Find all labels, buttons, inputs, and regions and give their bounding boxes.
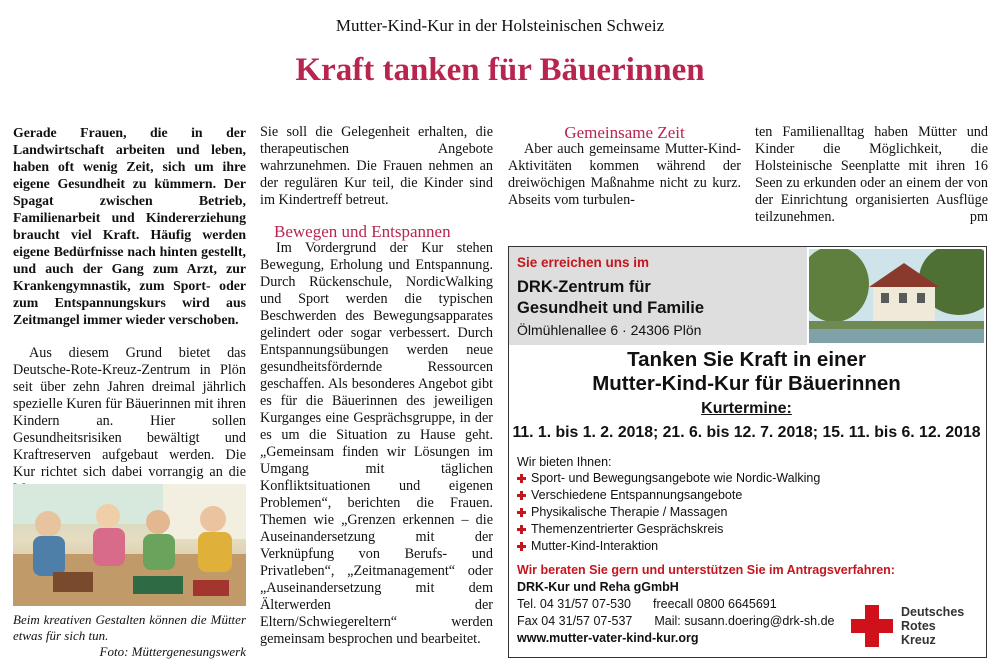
advertisement-box (508, 246, 987, 658)
subheading-gemeinsame-zeit: Gemeinsame Zeit (564, 123, 685, 142)
logo-line2: Rotes (901, 619, 936, 633)
paragraph: Aber auch gemeinsame Mutter-Kind-Aktivitäten kommen während der dreiwöchigen Maßnahme nicht zu kurz. Abseits vom turbulen- (508, 141, 741, 208)
ad-advice-text: Wir beraten Sie gern und unterstützen Sie im Antragsverfahren: (517, 563, 895, 577)
ad-title (509, 348, 984, 396)
offer-text: Themenzentrierter Gesprächskreis (531, 522, 724, 536)
ad-fax: Fax 04 31/57 07-537 (517, 614, 633, 628)
kicker: Mutter-Kind-Kur in der Holsteinischen Schweiz (335, 16, 665, 35)
ad-phone-row (517, 596, 835, 613)
red-cross-bullet-icon (517, 491, 526, 500)
ad-title-line1: Tanken Sie Kraft in einer (627, 348, 866, 371)
building-photo (809, 249, 984, 343)
logo-line1: Deutsches (901, 605, 965, 619)
column-4 (755, 124, 988, 226)
list-item (517, 521, 820, 538)
author-sign: pm (969, 209, 988, 225)
ad-phone: Tel. 04 31/57 07-530 (517, 597, 631, 611)
ad-center-name-line2: Gesundheit und Familie (517, 299, 705, 317)
offer-text: Sport- und Bewegungsangebote wie Nordic-Walking (531, 471, 821, 485)
red-cross-bullet-icon (517, 474, 526, 483)
offer-text: Verschiedene Entspannungsangebote (531, 488, 743, 502)
caption-text: Beim kreativen Gestalten können die Mütter etwas für sich tun. (13, 612, 246, 643)
subheading-bewegen: Bewegen und Entspannen (274, 222, 451, 241)
ad-address: Ölmühlenallee 6 · 24306 Plön (517, 322, 702, 338)
red-cross-bullet-icon (517, 525, 526, 534)
ad-freecall: freecall 0800 6645691 (652, 597, 777, 611)
red-cross-bullet-icon (517, 508, 526, 517)
ad-fax-row (517, 613, 835, 630)
ad-dates: 11. 1. bis 1. 2. 2018; 21. 6. bis 12. 7. 2018; 15. 11. bis 6. 12. 2018 (512, 424, 981, 441)
ad-offer-intro: Wir bieten Ihnen: (517, 455, 612, 469)
ad-reach-text: Sie erreichen uns im (517, 255, 650, 270)
paragraph: ten Familienalltag haben Mütter und Kinder die Möglichkeit, die Holsteinische Seenplatte mit ihren 16 Seen zu erkunden oder an einem der von der Einrichtung organisierten Ausflüge teilzunehmen. (755, 124, 988, 225)
drk-logo (849, 603, 981, 651)
ad-center-name (517, 277, 704, 319)
list-item (517, 538, 820, 555)
red-cross-bullet-icon (517, 542, 526, 551)
ad-building-photo (809, 249, 984, 343)
column-3 (508, 124, 741, 209)
logo-line3: Kreuz (901, 633, 936, 647)
drk-logo-text (901, 605, 964, 647)
ad-contact-block (517, 579, 835, 647)
list-item (517, 487, 820, 504)
photo-credit: Foto: Müttergenesungswerk (99, 644, 246, 659)
list-item (517, 470, 820, 487)
list-item (517, 504, 820, 521)
ad-center-name-line1: DRK-Zentrum für (517, 278, 651, 296)
ad-offer-list (517, 470, 820, 555)
photo-caption (13, 612, 246, 660)
ad-org-name: DRK-Kur und Reha gGmbH (517, 580, 679, 594)
lead-paragraph: Gerade Frauen, die in der Landwirtschaft arbeiten und leben, haben oft wenig Zeit, sich um ihre eigene Gesundheit zu kümmern. Der Spagat zwischen Betrieb, Familienarbeit und Kindererziehung braucht viel Kraft. Häufig werden eigene Bedürfnisse nach hinten gestellt, und auch der Gang zum Arzt, zur Krankengymnastik, zum Sport- oder zum Entspannungskurs wird aus Zeitmangel immer wieder verschoben. (13, 125, 246, 327)
ad-website: www.mutter-vater-kind-kur.org (517, 631, 699, 645)
ad-kurtermine-label: Kurtermine: (701, 400, 792, 417)
paragraph: Sie soll die Gelegenheit erhalten, die therapeutischen Angebote wahrzunehmen. Die Frauen nehmen an der regulären Kur teil, die Kinder sind im Kindertreff betreut. (260, 124, 493, 208)
paragraph: Aus diesem Grund bietet das Deutsche-Rote-Kreuz-Zentrum in Plön seit über zehn Jahren dreimal jährlich spezielle Kuren für Bäuerinnen mit ihren Kindern an. Hier sollen Gesundheitsrisiken bewältigt und Kraftreserven aufgebaut werden. Die Kur richtet sich dabei vorrangig an die (13, 345, 246, 480)
article-photo (13, 484, 246, 606)
column-1 (13, 124, 246, 498)
ad-mail: Mail: susann.doering@drk-sh.de (654, 614, 835, 628)
paragraph: Im Vordergrund der Kur stehen Bewegung, Erholung und Entspannung. Durch Rückenschule, NordicWalking und Sport werden die typischen Beschwerden des Bewegungsapparates gelindert oder sogar verbessert. Durch Entspannungsübungen werden neue gesundheitsfördernde Ressourcen geschaffen. Als besonderes Angebot gibt es für die Bäuerinnen des jeweiligen Kurganges eine Gesprächsgruppe, in der es um die Situation zu Hause geht. „Gemeinsam finden wir Lösungen im Umgang mit täglichen Konfliktsituationen und eigenen Problemen“, berichten die Frauen. Themen wie „Grenzen erkennen – die Auseinandersetzung mit der Verknüpfung von Berufs- und Privatleben“, „Zeitmanagement“ oder „Auseinandersetzung mit dem Älterwerden der Eltern/Schwiegereltern“ werden gemeinsam besprochen und bearbeitet. (260, 240, 493, 647)
offer-text: Mutter-Kind-Interaktion (531, 539, 659, 553)
offer-text: Physikalische Therapie / Massagen (531, 505, 728, 519)
column-2 (260, 124, 493, 648)
ad-title-line2: Mutter-Kind-Kur für Bäuerinnen (592, 372, 901, 395)
headline: Kraft tanken für Bäuerinnen (295, 52, 705, 88)
red-cross-icon (851, 605, 893, 647)
craft-group-photo (13, 484, 246, 606)
